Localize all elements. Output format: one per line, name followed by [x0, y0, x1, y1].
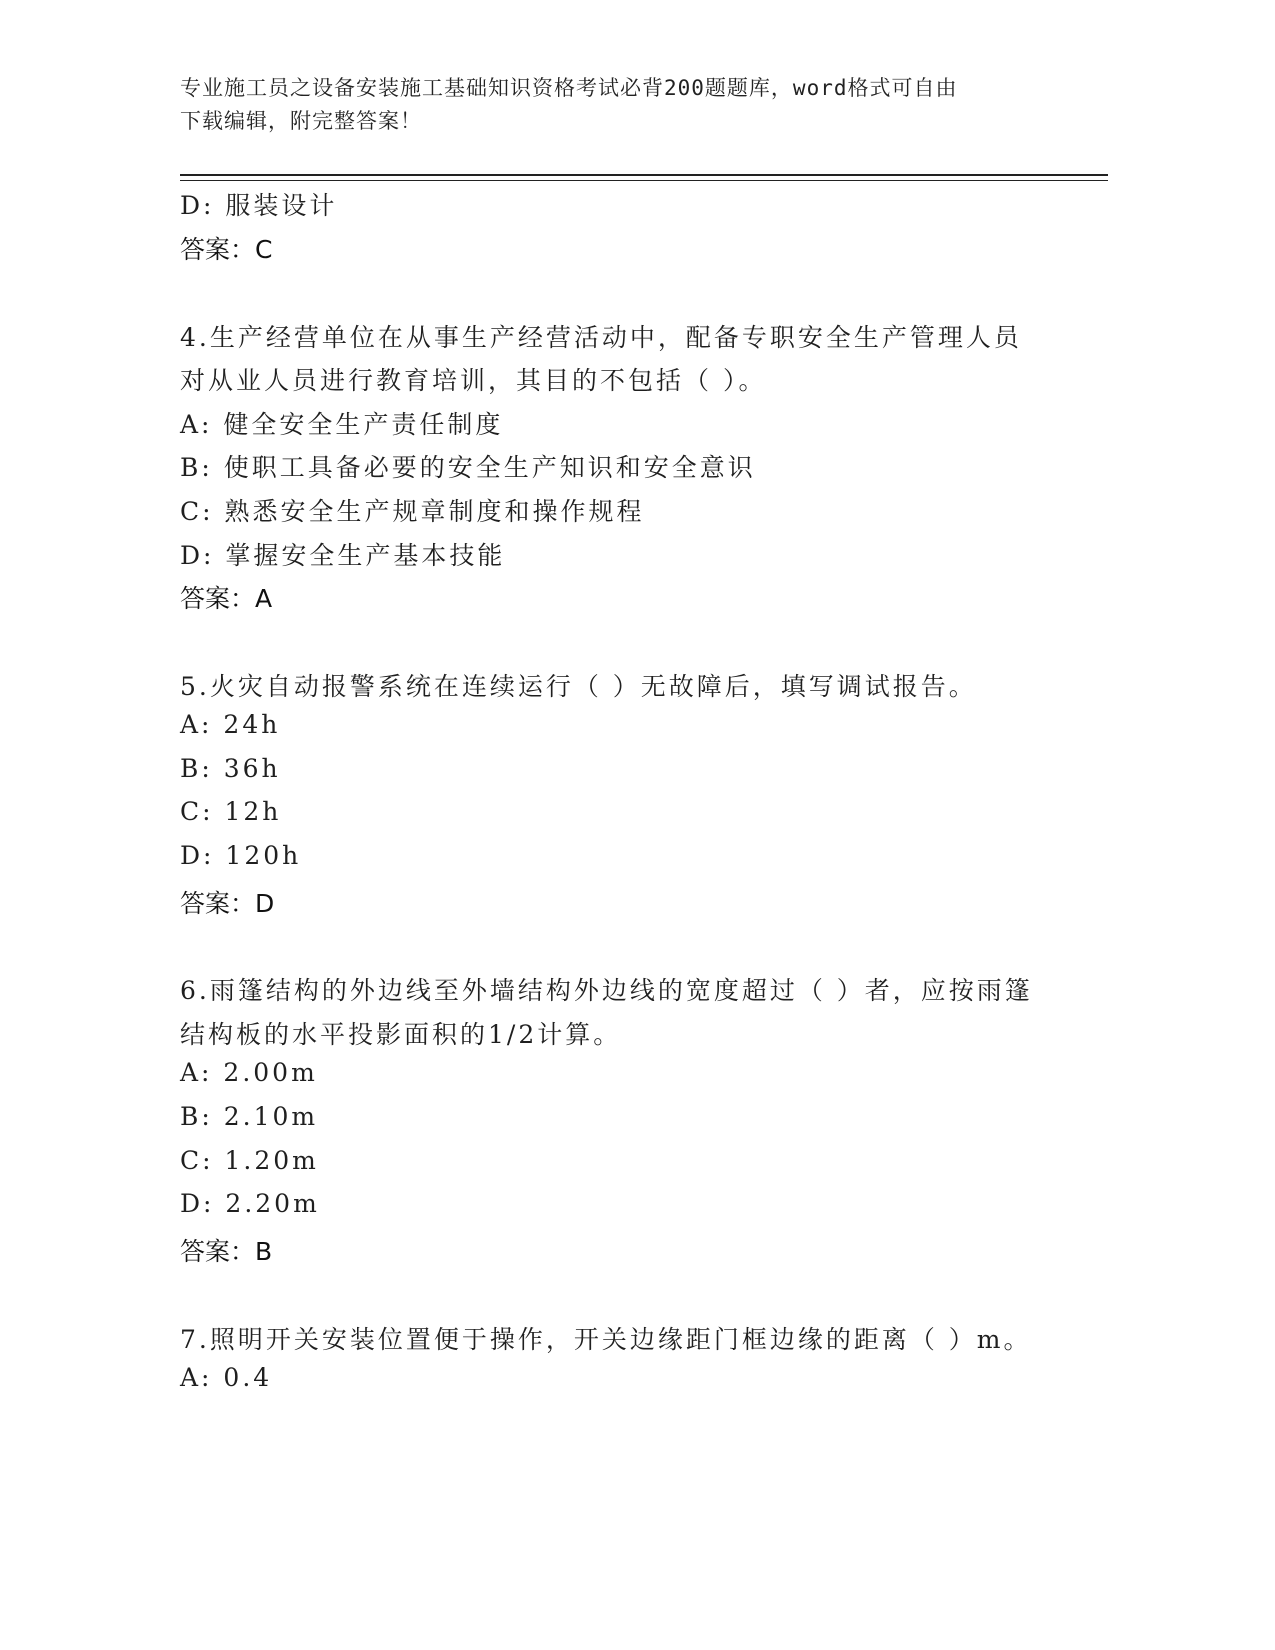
header-line-2: 下载编辑，附完整答案！	[180, 109, 422, 133]
q4-stem-line-1: 4.生产经营单位在从事生产经营活动中，配备专职安全生产管理人员	[180, 323, 1022, 352]
q5-option-c: C: 12h	[180, 797, 282, 826]
q5-option-a: A: 24h	[180, 710, 281, 739]
q5-option-d: D: 120h	[180, 841, 302, 870]
q7-stem-line-1: 7.照明开关安装位置便于操作，开关边缘距门框边缘的距离（ ）m。	[180, 1325, 1032, 1354]
q6-answer: 答案：B	[180, 1237, 273, 1266]
q6-option-a: A: 2.00m	[180, 1058, 318, 1087]
q6-stem-line-2: 结构板的水平投影面积的1/2计算。	[180, 1020, 622, 1049]
q5-stem-line-1: 5.火灾自动报警系统在连续运行（ ）无故障后，填写调试报告。	[180, 672, 977, 701]
q6-stem-line-1: 6.雨篷结构的外边线至外墙结构外边线的宽度超过（ ）者，应按雨篷	[180, 976, 1033, 1005]
q5-option-b: B: 36h	[180, 754, 281, 783]
q4-option-d: D: 掌握安全生产基本技能	[180, 541, 506, 570]
q4-option-b: B: 使职工具备必要的安全生产知识和安全意识	[180, 453, 756, 482]
q3-option-d: D: 服装设计	[180, 191, 338, 220]
q6-option-d: D: 2.20m	[180, 1189, 320, 1218]
header-divider-thin	[180, 180, 1108, 181]
q6-option-c: C: 1.20m	[180, 1146, 319, 1175]
header-line-1: 专业施工员之设备安装施工基础知识资格考试必背200题题库，word格式可自由	[180, 76, 958, 100]
q6-option-b: B: 2.10m	[180, 1102, 319, 1131]
page-header	[180, 72, 1060, 138]
q4-option-c: C: 熟悉安全生产规章制度和操作规程	[180, 497, 645, 526]
q5-answer: 答案：D	[180, 889, 275, 918]
q4-answer: 答案：A	[180, 584, 273, 613]
q7-option-a: A: 0.4	[180, 1363, 273, 1392]
q4-stem-line-2: 对从业人员进行教育培训，其目的不包括（ ）。	[180, 366, 767, 395]
q3-answer: 答案：C	[180, 235, 273, 264]
header-divider-thick	[180, 174, 1108, 176]
q4-option-a: A: 健全安全生产责任制度	[180, 410, 504, 439]
